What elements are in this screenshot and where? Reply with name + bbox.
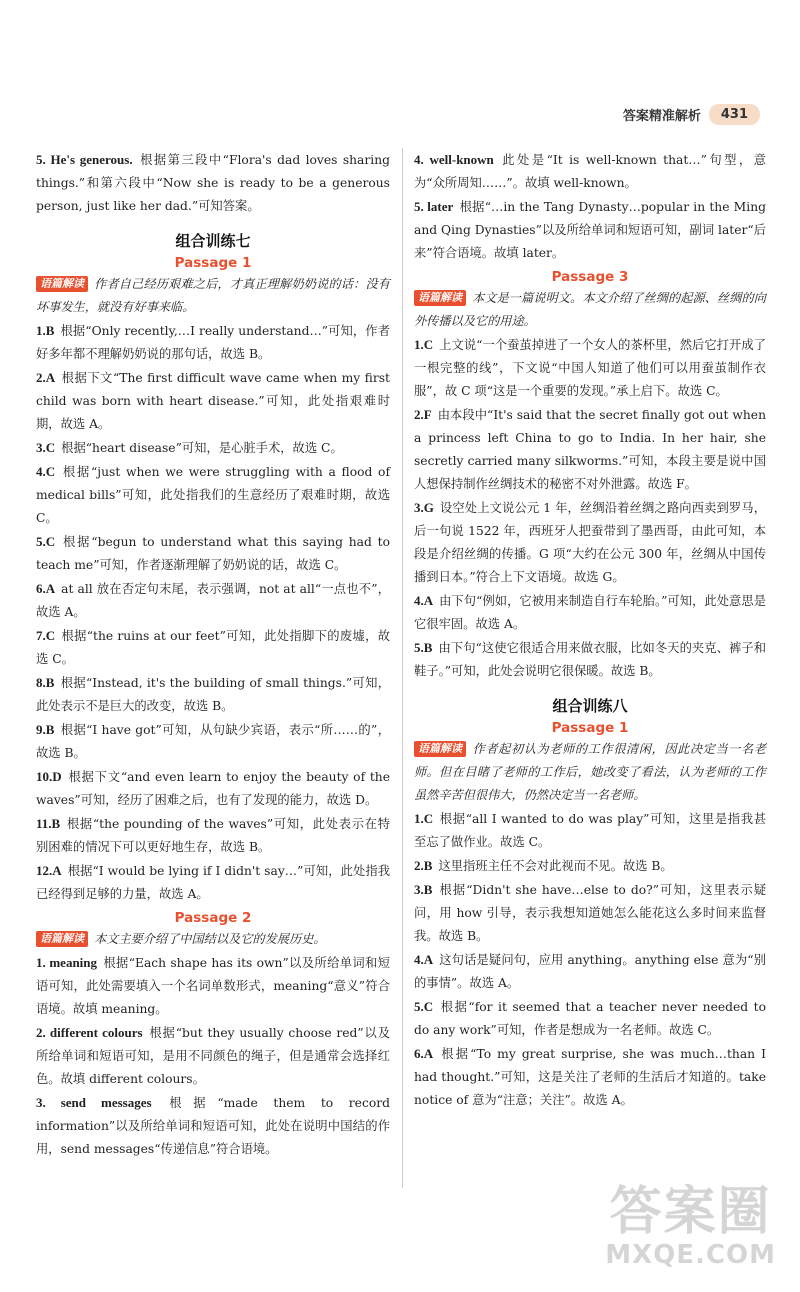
answer-label: 4. well-known	[414, 152, 494, 167]
answer-text: 根据“Instead, it's the building of small things.”可知，此处表示不是巨大的改变，故选 B。	[36, 676, 390, 713]
answer-text: 根据“begun to understand what this saying had to teach me”可知，作者逐渐理解了奶奶说的话，故选 C。	[36, 535, 390, 572]
answer-label: 5.C	[414, 999, 434, 1014]
watermark	[605, 1184, 776, 1270]
answer-label: 7.C	[36, 628, 56, 643]
answer-item	[414, 195, 766, 265]
answer-label: 2. different colours	[36, 1025, 143, 1040]
answer-text: 由下句“例如，它被用来制造自行车轮胎。”可知，此处意思是它很牢固。故选 A。	[414, 594, 766, 631]
answer-item	[36, 436, 390, 460]
answer-text: 根据“Only recently,…I really understand…”可知，作者好多年都不理解奶奶说的那句话，故选 B。	[36, 324, 390, 361]
answer-label: 6.A	[36, 581, 56, 596]
answer-text: 根据“for it seemed that a teacher never needed to do any work”可知，作者是想成为一名老师。故选 C。	[414, 1000, 766, 1037]
answer-text: 根据“Didn't she have…else to do?”可知，这里表示疑问，用 how 引导，表示我想知道她怎么能花这么多时间来监督我。故选 B。	[414, 883, 766, 943]
answer-item	[414, 878, 766, 948]
answer-item	[414, 854, 766, 878]
passage-title: Passage 1	[174, 255, 252, 271]
answer-label: 5. later	[414, 199, 454, 214]
passage-analysis	[414, 287, 766, 333]
left-column	[36, 148, 390, 1161]
answer-item	[414, 807, 766, 854]
answer-item	[414, 589, 766, 636]
answer-item	[36, 530, 390, 577]
passage-title: Passage 3	[551, 269, 629, 285]
answer-text: 设空处上文说公元 1 年，丝绸沿着丝绸之路向西卖到罗马，后一句说 1522 年，西班牙人把蚕带到了墨西哥，由此可知，本段是介绍丝绸的传播。G 项“大约在公元 300 年，丝绸从中国传播到日本。”符合上下文语境。故选 G。	[414, 501, 766, 584]
right-top-items	[414, 148, 766, 265]
answer-label: 1.B	[36, 323, 55, 338]
answer-label: 1. meaning	[36, 955, 98, 970]
answer-item	[414, 403, 766, 496]
answer-list	[36, 951, 390, 1161]
answer-label: 2.F	[414, 407, 432, 422]
answer-item	[36, 671, 390, 718]
watermark-mark: 答案圈	[609, 1182, 772, 1242]
answer-item	[36, 1091, 390, 1161]
answer-text: 这句话是疑问句，应用 anything。anything else 意为“别的事情”。故选 A。	[414, 953, 766, 990]
answer-label: 6.A	[414, 1046, 434, 1061]
answer-text: 根据“heart disease”可知，是心脏手术，故选 C。	[61, 441, 343, 455]
answer-item	[36, 319, 390, 366]
answer-text: 根据“the ruins at our feet”可知，此处指脚下的废墟，故选 C。	[36, 629, 390, 666]
answer-text: 由本段中“It's said that the secret finally got out when a princess left China to go to India. In her hair, she secretly carried many silkworms.”可知，本段主要是说中国人想保持制作丝绸技术的秘密不对外泄露。故选 F。	[414, 408, 766, 491]
answer-list	[414, 333, 766, 683]
answer-label: 4.A	[414, 952, 434, 967]
analysis-text: 本文主要介绍了中国结以及它的发展历史。	[94, 932, 326, 946]
answer-label: 2.A	[36, 370, 56, 385]
passage-title: Passage 1	[551, 720, 629, 736]
passage-analysis	[36, 273, 390, 319]
answer-item	[36, 148, 390, 218]
answer-label: 3.G	[414, 500, 434, 515]
answer-text: 根据下文“The first difficult wave came when my first child was born with heart disease.”可知，此处指艰难时期，故选 A。	[36, 371, 390, 431]
answer-text: 根据“the pounding of the waves”可知，此处表示在特别困难的情况下可以更好地生存，故选 B。	[36, 817, 390, 854]
answer-label: 4.A	[414, 593, 434, 608]
answer-list	[36, 319, 390, 906]
answer-item	[414, 948, 766, 995]
analysis-badge: 语篇解读	[414, 741, 466, 757]
answer-label: 12.A	[36, 863, 62, 878]
passage-title: Passage 2	[174, 910, 252, 926]
page-number: 431	[709, 104, 760, 125]
answer-text: 根据第三段中“Flora's dad loves sharing things.”和第六段中“Now she is ready to be a generous person, just like her dad.”可知答案。	[36, 153, 390, 213]
answer-label: 5.B	[414, 640, 433, 655]
answer-text: 根据“just when we were struggling with a flood of medical bills”可知，此处指我们的生意经历了艰难时期，故选 C。	[36, 465, 390, 525]
answer-item	[414, 333, 766, 403]
answer-label: 3.C	[36, 440, 56, 455]
analysis-badge: 语篇解读	[36, 276, 88, 292]
passage-analysis	[414, 738, 766, 807]
answer-text: 根据“Each shape has its own”以及所给单词和短语可知，此处需要填入一个名词单数形式，meaning“意义”符合语境。故填 meaning。	[36, 956, 390, 1016]
answer-text: 由下句“这使它很适合用来做衣服，比如冬天的夹克、裤子和鞋子。”可知，此处会说明它很保暖。故选 B。	[414, 641, 766, 678]
answer-item	[36, 765, 390, 812]
answer-list	[414, 807, 766, 1112]
answer-text: 根据下文“and even learn to enjoy the beauty of the waves”可知，经历了困难之后，也有了发现的能力，故选 D。	[36, 770, 390, 807]
answer-item	[36, 1021, 390, 1091]
analysis-badge: 语篇解读	[36, 931, 88, 947]
answer-item	[36, 624, 390, 671]
analysis-badge: 语篇解读	[414, 290, 466, 306]
answer-label: 4.C	[36, 464, 56, 479]
answer-label: 9.B	[36, 722, 55, 737]
answer-text: 根据“…in the Tang Dynasty…popular in the Ming and Qing Dynasties”以及所给单词和短语可知，副词 later“后来”符合语境。故填 later。	[414, 200, 766, 260]
passage-analysis	[36, 928, 390, 951]
answer-item	[414, 995, 766, 1042]
answer-item	[36, 718, 390, 765]
answer-text: 根据“all I wanted to do was play”可知，这里是指我甚至忘了做作业。故选 C。	[414, 812, 766, 849]
answer-label: 5.C	[36, 534, 56, 549]
analysis-text: 作者自己经历艰难之后，才真正理解奶奶说的话：没有坏事发生，就没有好事来临。	[36, 277, 390, 314]
answer-text: 这里指班主任不会对此视而不见。故选 B。	[438, 859, 673, 873]
answer-item	[414, 1042, 766, 1112]
answer-item	[36, 859, 390, 906]
answer-item	[414, 148, 766, 195]
answer-item	[414, 636, 766, 683]
analysis-text: 本文是一篇说明文。本文介绍了丝绸的起源、丝绸的向外传播以及它的用途。	[414, 291, 766, 328]
section-title-7: 组合训练七	[175, 232, 251, 250]
answer-item	[414, 496, 766, 589]
column-divider	[402, 148, 403, 1188]
answer-text: 根据“I have got”可知，从句缺少宾语，表示“所……的”，故选 B。	[36, 723, 390, 760]
answer-label: 8.B	[36, 675, 55, 690]
answer-label: 1.C	[414, 811, 434, 826]
answer-item	[36, 577, 390, 624]
analysis-text: 作者起初认为老师的工作很清闲，因此决定当一名老师。但在目睹了老师的工作后，她改变了看法，认为老师的工作虽然辛苦但很伟大，仍然决定当一名老师。	[414, 742, 766, 802]
right-column	[414, 148, 766, 1112]
answer-item	[36, 812, 390, 859]
answer-label: 10.D	[36, 769, 62, 784]
answer-label: 2.B	[414, 858, 433, 873]
section-title-8: 组合训练八	[552, 697, 628, 715]
answer-text: at all 放在否定句末尾，表示强调，not at all“一点也不”，故选 A。	[36, 582, 390, 619]
answer-text: 根据“made them to record information”以及所给单词和短语可知，此处在说明中国结的作用，send messages“传递信息”符合语境。	[36, 1096, 390, 1156]
answer-label: 11.B	[36, 816, 61, 831]
answer-item	[36, 366, 390, 436]
answer-text: 根据“To my great surprise, she was much…than I had thought.”可知，这是关注了老师的生活后才知道的。take notice of 意为“注意；关注”。故选 A。	[414, 1047, 766, 1107]
answer-item	[36, 460, 390, 530]
answer-text: 根据“but they usually choose red”以及所给单词和短语可知，是用不同颜色的绳子，但是通常会选择红色。故填 different colours。	[36, 1026, 390, 1086]
answer-label: 5. He's generous.	[36, 152, 133, 167]
page-header	[623, 104, 760, 125]
answer-label: 3.B	[414, 882, 433, 897]
answer-text: 上文说“一个蚕茧掉进了一个女人的茶杯里，然后它打开成了一根完整的线”，下文说“中国人知道了他们可以用蚕茧制作衣服”，故 C 项“这是一个重要的发现。”承上启下。故选 C。	[414, 338, 766, 398]
watermark-text: MXQE.COM	[605, 1240, 776, 1270]
answer-text: 此处是“It is well-known that…”句型，意为“众所周知……”。故填 well-known。	[414, 153, 766, 190]
answer-text: 根据“I would be lying if I didn't say…”可知，此处指我已经得到足够的力量，故选 A。	[36, 864, 390, 901]
answer-label: 3. send messages	[36, 1095, 152, 1110]
left-top-items	[36, 148, 390, 218]
header-title: 答案精准解析	[622, 109, 701, 124]
answer-item	[36, 951, 390, 1021]
answer-label: 1.C	[414, 337, 434, 352]
